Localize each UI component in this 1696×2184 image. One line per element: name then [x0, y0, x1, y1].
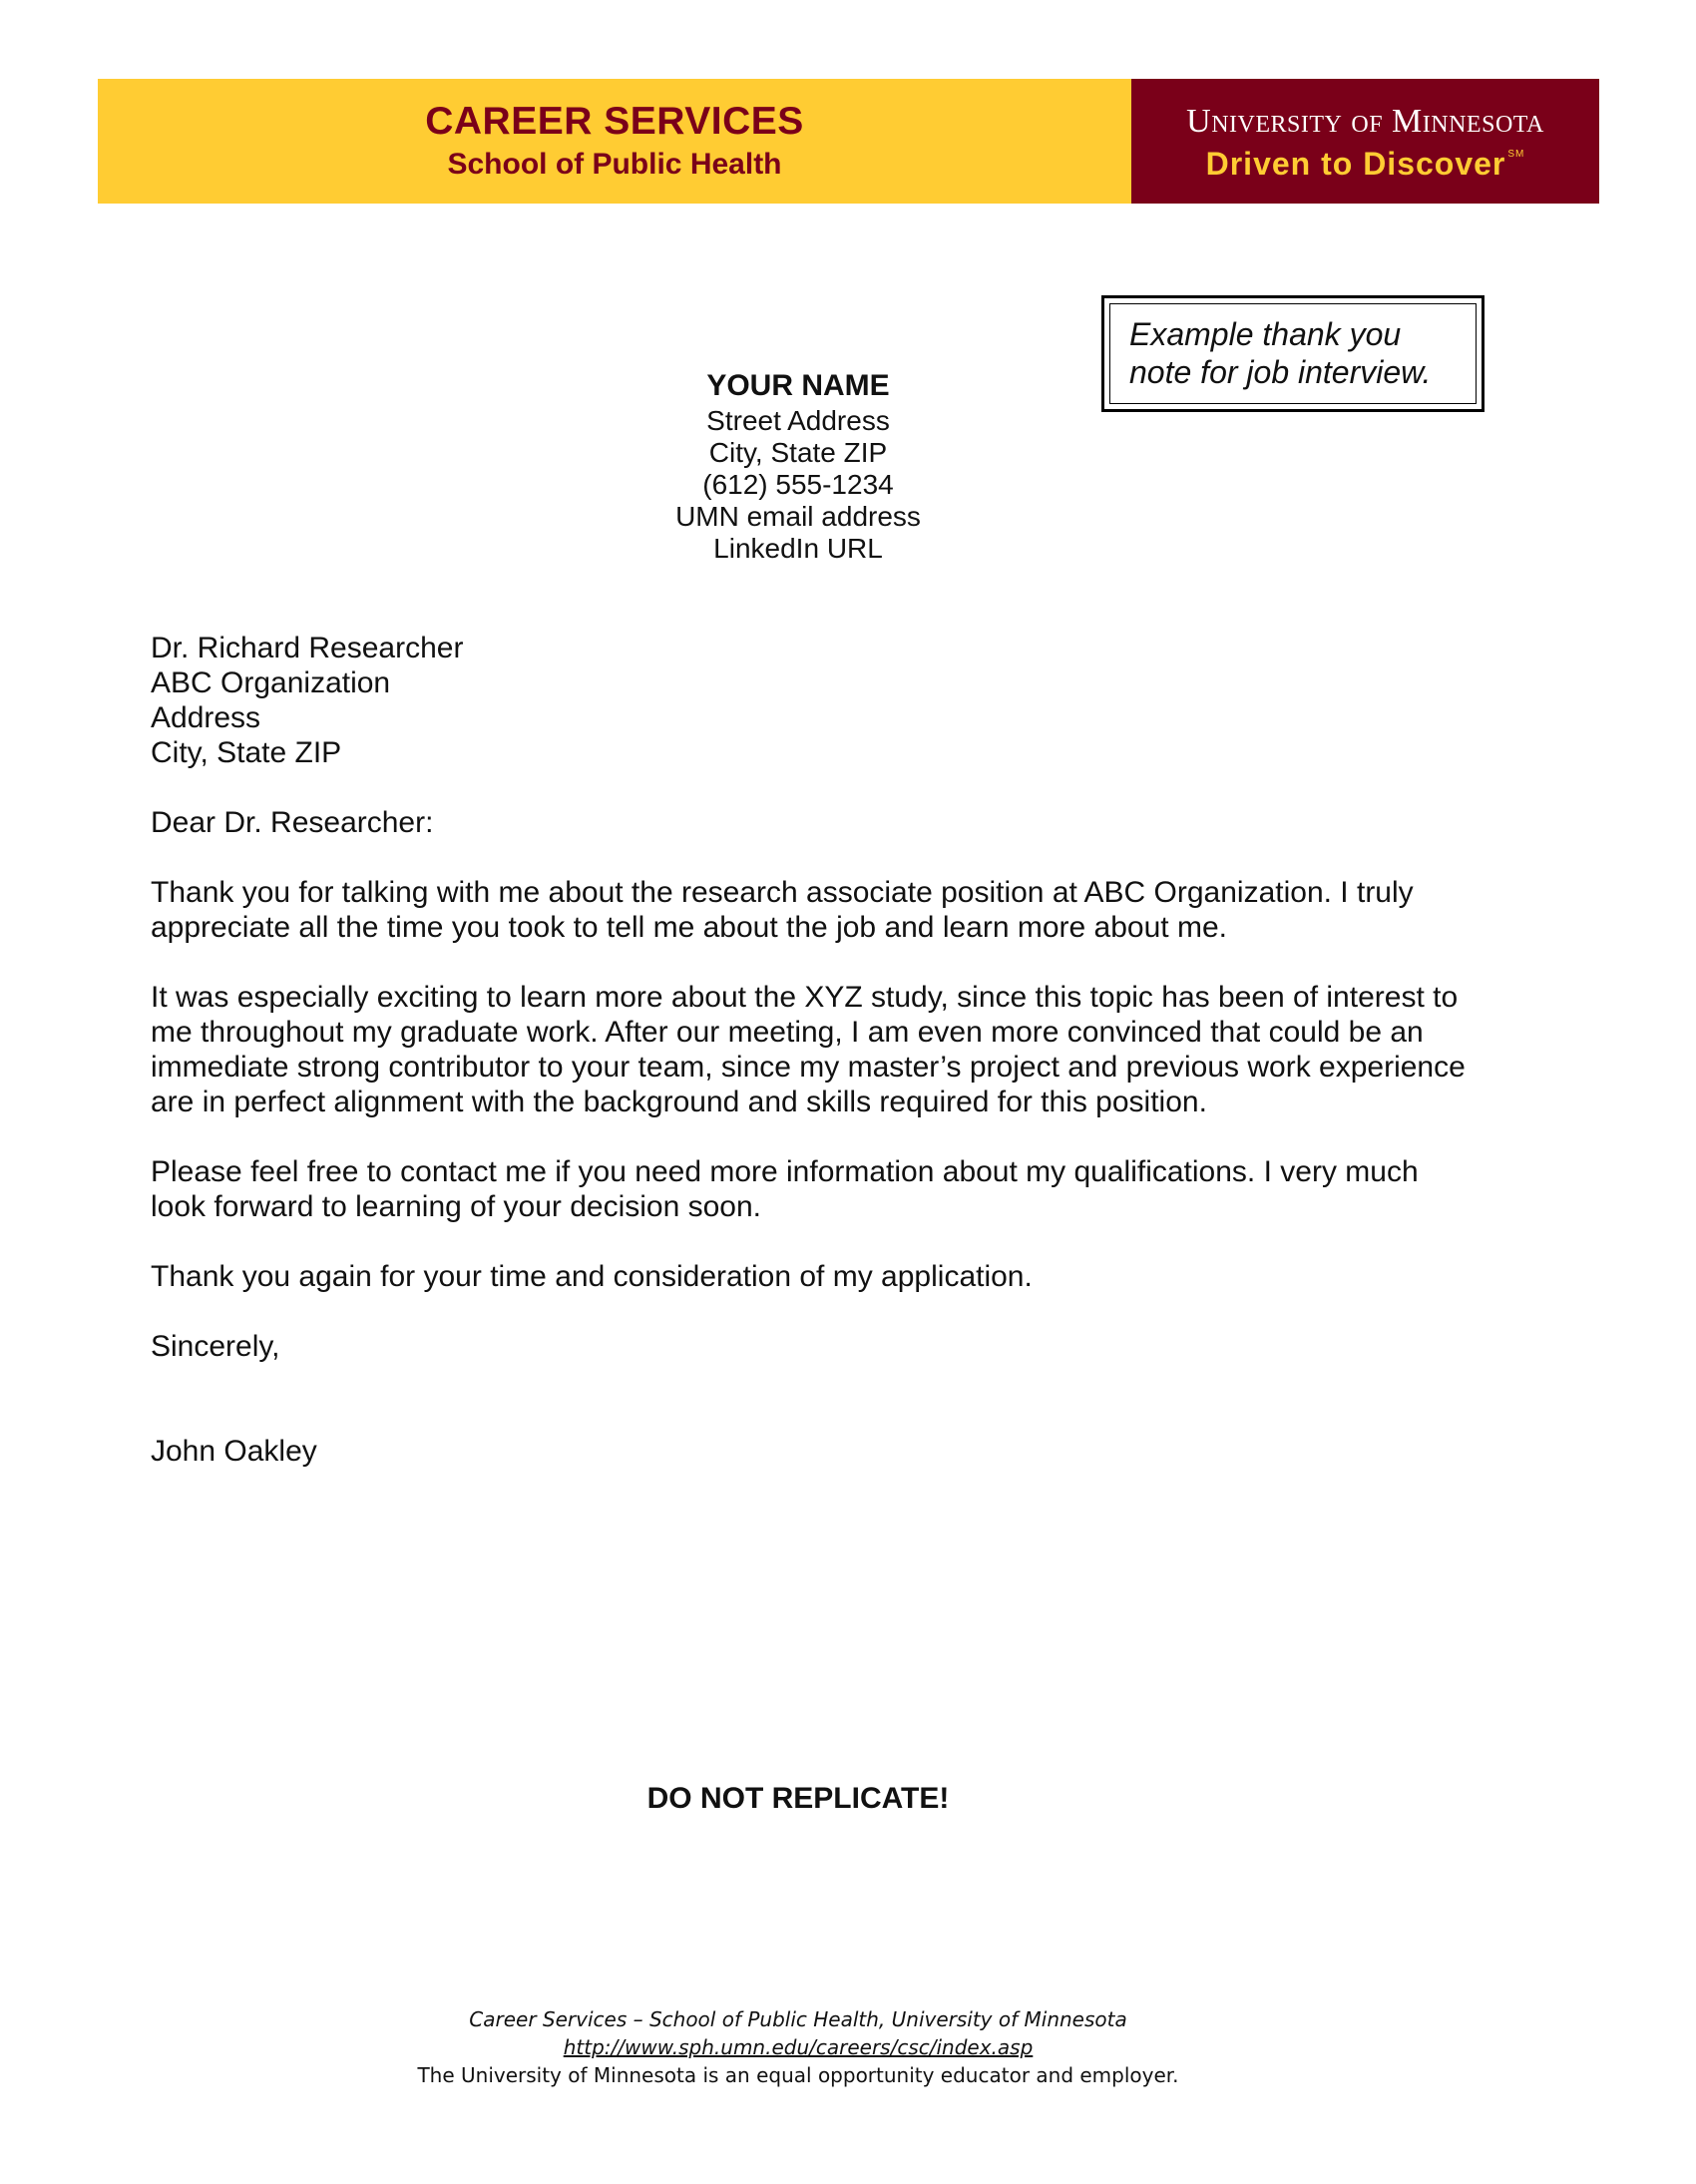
service-mark: SM	[1507, 149, 1525, 160]
recipient-city: City, State ZIP	[151, 736, 342, 769]
banner-title: CAREER SERVICES	[425, 100, 804, 143]
paragraph-2-line: me throughout my graduate work. After our meeting, I am even more convinced that could be an	[151, 1016, 1424, 1049]
sender-email: UMN email address	[675, 501, 921, 532]
tagline-text: Driven to Discover	[1205, 146, 1506, 182]
recipient-block	[151, 631, 463, 770]
footer-url-link[interactable]: http://www.sph.umn.edu/careers/csc/index.asp	[563, 2035, 1034, 2059]
header-banner	[98, 79, 1599, 204]
paragraph-4: Thank you again for your time and consideration of my application.	[151, 1260, 1033, 1293]
sender-street: Street Address	[706, 405, 890, 436]
university-name: University of Minnesota	[1186, 103, 1544, 140]
paragraph-3-line: Please feel free to contact me if you need more information about my qualifications. I very much	[151, 1155, 1419, 1188]
recipient-organization: ABC Organization	[151, 666, 391, 699]
university-tagline	[1131, 146, 1599, 183]
note-line-2: note for job interview.	[1129, 354, 1432, 390]
paragraph-3-line: look forward to learning of your decision soon.	[151, 1190, 762, 1223]
salutation: Dear Dr. Researcher:	[151, 806, 434, 839]
paragraph-3	[151, 1154, 1547, 1224]
paragraph-2-line: It was especially exciting to learn more about the XYZ study, since this topic has been of interest to	[151, 981, 1459, 1014]
note-line-1: Example thank you	[1129, 316, 1402, 352]
footer	[0, 2005, 1596, 2089]
sender-phone: (612) 555-1234	[702, 469, 894, 500]
banner-subtitle: School of Public Health	[447, 148, 782, 181]
university-logo	[1131, 79, 1599, 204]
paragraph-2-line: immediate strong contributor to your team, since my master’s project and previous work experience	[151, 1051, 1466, 1084]
paragraph-1-line: Thank you for talking with me about the research associate position at ABC Organization. I truly	[151, 876, 1414, 909]
sender-linkedin: LinkedIn URL	[713, 533, 883, 564]
do-not-replicate-warning: DO NOT REPLICATE!	[646, 1782, 950, 1815]
sender-city: City, State ZIP	[708, 437, 888, 468]
paragraph-1-line: appreciate all the time you took to tell me about the job and learn more about me.	[151, 911, 1227, 944]
recipient-address: Address	[151, 701, 261, 734]
closing: Sincerely,	[151, 1330, 280, 1363]
paragraph-2	[151, 980, 1547, 1119]
example-note-box	[1101, 295, 1484, 412]
paragraph-1	[151, 875, 1547, 945]
footer-org-line: Career Services – School of Public Health, University of Minnesota	[469, 2007, 1127, 2031]
sender-block	[499, 367, 1097, 565]
paragraph-2-line: are in perfect alignment with the background and skills required for this position.	[151, 1086, 1207, 1118]
note-text	[1129, 315, 1459, 391]
recipient-name: Dr. Richard Researcher	[151, 632, 464, 664]
career-services-banner	[98, 79, 1131, 204]
footer-eeo-statement: The University of Minnesota is an equal opportunity educator and employer.	[417, 2063, 1179, 2087]
sender-name: YOUR NAME	[706, 369, 890, 402]
signature: John Oakley	[151, 1435, 317, 1468]
